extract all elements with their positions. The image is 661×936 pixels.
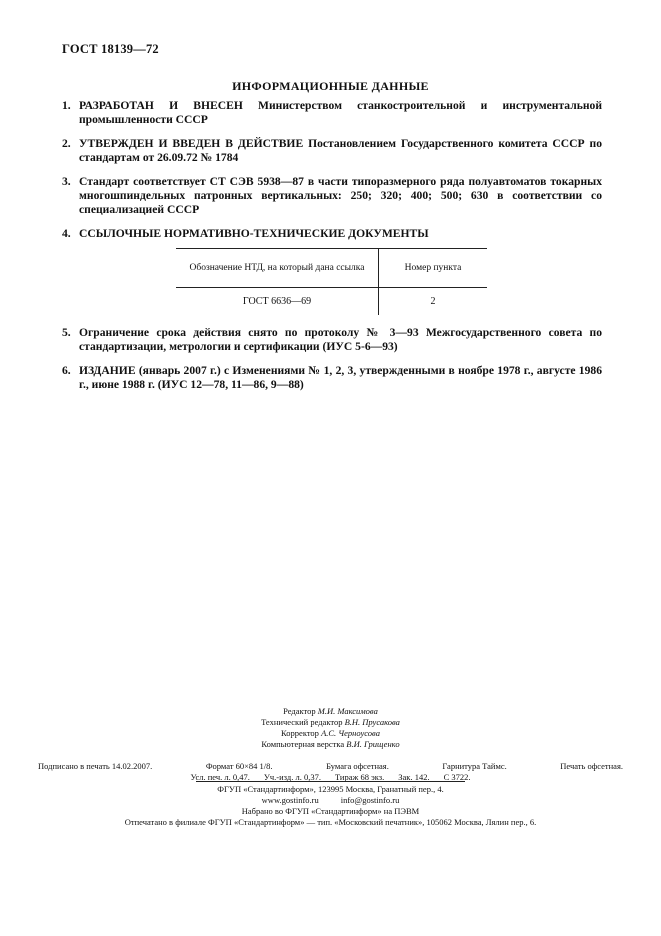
info-items-list: [62, 99, 602, 241]
credit-person: А.С. Черноусова: [321, 728, 380, 738]
info-item: [62, 99, 602, 127]
item-number: 4.: [62, 227, 71, 240]
reference-documents-table: [176, 248, 487, 315]
credit-label: Компьютерная верстка: [261, 739, 345, 749]
table-row: [176, 288, 487, 315]
item-number: 2.: [62, 137, 71, 150]
printed-note: Отпечатано в филиале ФГУП «Стандартинформ» — тип. «Московский печатник», 105062 Москва, Лялин пер., 6.: [124, 817, 537, 827]
item-text: ССЫЛОЧНЫЕ НОРМАТИВНО-ТЕХНИЧЕСКИЕ ДОКУМЕНТЫ: [79, 227, 429, 240]
info-item: [62, 227, 602, 241]
info-item: [62, 364, 602, 392]
item-text: УТВЕРЖДЕН И ВВЕДЕН В ДЕЙСТВИЕ Постановлением Государственного комитета СССР по стандартам от 26.09.72 № 1784: [79, 137, 602, 164]
item-number: 1.: [62, 99, 71, 112]
pub-field: Печать офсетная.: [560, 761, 623, 771]
credit-person: М.И. Максимова: [317, 706, 378, 716]
credit-label: Корректор: [281, 728, 319, 738]
info-item: [62, 137, 602, 165]
item-text: Ограничение срока действия снято по протоколу № 3—93 Межгосударственного совета по стандартизации, метрологии и сертификации (ИУС 5-6—93): [79, 326, 602, 353]
credit-label: Технический редактор: [261, 717, 343, 727]
publisher-address: ФГУП «Стандартинформ», 123995 Москва, Гранатный пер., 4.: [217, 784, 444, 794]
pub-field: Подписано в печать 14.02.2007.: [38, 761, 153, 771]
editorial-credits: [0, 706, 661, 750]
item-number: 5.: [62, 326, 71, 339]
info-items-list-continued: [62, 326, 602, 392]
pub-field: Формат 60×84 1/8.: [205, 761, 273, 771]
pub-field: Усл. печ. л. 0,47.: [190, 772, 250, 782]
credit-person: В.Н. Прусакова: [344, 717, 400, 727]
item-text: РАЗРАБОТАН И ВНЕСЕН Министерством станкостроительной и инструментальной промышленности СССР: [79, 99, 602, 126]
credit-layout: [0, 739, 661, 750]
credit-tech-editor: [0, 717, 661, 728]
typeset-note: Набрано во ФГУП «Стандартинформ» на ПЭВМ: [241, 806, 420, 816]
pub-field: Гарнитура Таймс.: [442, 761, 507, 771]
printing-details: [0, 784, 661, 828]
table-header-row: [176, 249, 487, 288]
item-number: 6.: [62, 364, 71, 377]
cell-document: ГОСТ 6636—69: [176, 288, 379, 315]
cell-clause: 2: [430, 295, 436, 307]
credit-corrector: [0, 728, 661, 739]
credit-person: В.И. Грищенко: [346, 739, 400, 749]
publisher-website: www.gostinfo.ru: [261, 795, 319, 805]
item-text: Стандарт соответствует СТ СЭВ 5938—87 в части типоразмерного ряда полуавтоматов токарных многошпиндельных патронных вертикальных: 250; 320; 400; 500; 630 в соответствии со специализацией СССР: [79, 175, 602, 216]
publishing-row: [38, 761, 623, 772]
document-code: ГОСТ 18139—72: [62, 42, 159, 56]
info-item: [62, 175, 602, 217]
publishing-details: [38, 761, 623, 783]
item-text: ИЗДАНИЕ (январь 2007 г.) с Изменениями № 1, 2, 3, утвержденными в ноябре 1978 г., августе 1986 г., июне 1988 г. (ИУС 12—78, 11—86, 9—88): [79, 364, 602, 391]
pub-field: Уч.-изд. л. 0,37.: [263, 772, 321, 782]
info-item: [62, 326, 602, 354]
pub-field: С 3722.: [443, 772, 471, 782]
credit-label: Редактор: [283, 706, 316, 716]
column-header-clause: Номер пункта: [379, 249, 488, 288]
column-header-document: Обозначение НТД, на который дана ссылка: [176, 249, 379, 288]
pub-field: Бумага офсетная.: [326, 761, 389, 771]
publisher-email: info@gostinfo.ru: [340, 795, 400, 805]
divider: [196, 781, 465, 782]
pub-field: Зак. 142.: [398, 772, 430, 782]
section-title: ИНФОРМАЦИОННЫЕ ДАННЫЕ: [232, 79, 429, 93]
item-number: 3.: [62, 175, 71, 188]
credit-editor: [0, 706, 661, 717]
publisher-contacts: [0, 795, 661, 806]
pub-field: Тираж 68 экз.: [334, 772, 385, 782]
